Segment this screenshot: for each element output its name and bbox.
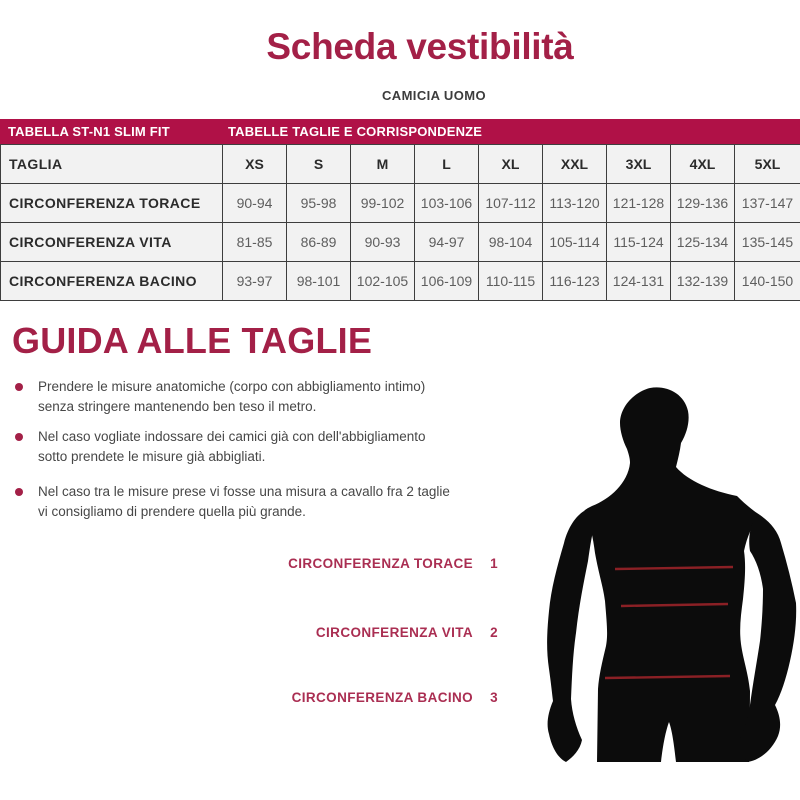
table-cell: 132-139 xyxy=(671,262,735,301)
table-cell: 86-89 xyxy=(287,223,351,262)
table-row-chest xyxy=(1,184,800,223)
table-cell: 95-98 xyxy=(287,184,351,223)
table-cell: 105-114 xyxy=(543,223,607,262)
table-cell: 90-93 xyxy=(351,223,415,262)
table-cell: 81-85 xyxy=(223,223,287,262)
bullet-line: Nel caso tra le misure prese vi fosse una misura a cavallo fra 2 taglie xyxy=(38,484,450,499)
size-column-header: M xyxy=(351,145,415,184)
table-cell: 116-123 xyxy=(543,262,607,301)
silhouette-left-arm xyxy=(547,511,595,762)
measure-number: 3 xyxy=(490,690,498,705)
table-cell: 98-101 xyxy=(287,262,351,301)
size-column-header: 5XL xyxy=(735,145,800,184)
table-cell: 113-120 xyxy=(543,184,607,223)
size-column-header: XL xyxy=(479,145,543,184)
size-column-header: XXL xyxy=(543,145,607,184)
table-cell: 137-147 xyxy=(735,184,800,223)
guide-bullet xyxy=(15,427,426,467)
size-column-header: L xyxy=(415,145,479,184)
table-cell: 135-145 xyxy=(735,223,800,262)
table-cell: 102-105 xyxy=(351,262,415,301)
bullet-dot-icon xyxy=(15,488,23,496)
table-cell: 121-128 xyxy=(607,184,671,223)
guide-bullet xyxy=(15,482,450,522)
table-cell: 94-97 xyxy=(415,223,479,262)
measure-number: 2 xyxy=(490,625,498,640)
measure-number: 1 xyxy=(490,556,498,571)
measure-label-chest xyxy=(0,556,498,572)
table-cell: 110-115 xyxy=(479,262,543,301)
size-table xyxy=(0,144,800,301)
male-torso-silhouette-icon xyxy=(540,383,800,762)
table-cell: 99-102 xyxy=(351,184,415,223)
table-cell: 93-97 xyxy=(223,262,287,301)
table-name-label: TABELLA ST-N1 SLIM FIT xyxy=(8,124,170,139)
table-cell: 129-136 xyxy=(671,184,735,223)
table-row-waist xyxy=(1,223,800,262)
page-subtitle: CAMICIA UOMO xyxy=(382,88,486,103)
bullet-text xyxy=(38,427,426,467)
bullet-line: Prendere le misure anatomiche (corpo con abbigliamento intimo) xyxy=(38,379,426,394)
measure-label-text: CIRCONFERENZA BACINO xyxy=(291,690,474,705)
row-label-chest: CIRCONFERENZA TORACE xyxy=(1,184,223,223)
row-label-hip: CIRCONFERENZA BACINO xyxy=(1,262,223,301)
measure-label-waist xyxy=(0,625,498,641)
bullet-text xyxy=(38,482,450,522)
guide-bullet xyxy=(15,377,425,417)
page-title: Scheda vestibilità xyxy=(266,26,574,67)
table-corner-header: TAGLIA xyxy=(1,145,223,184)
size-column-header: XS xyxy=(223,145,287,184)
table-cell: 140-150 xyxy=(735,262,800,301)
measure-label-hip xyxy=(0,690,498,706)
table-cell: 106-109 xyxy=(415,262,479,301)
table-row xyxy=(1,145,800,184)
row-label-waist: CIRCONFERENZA VITA xyxy=(1,223,223,262)
measure-label-text: CIRCONFERENZA TORACE xyxy=(288,556,474,571)
size-column-header: 3XL xyxy=(607,145,671,184)
guide-heading: GUIDA ALLE TAGLIE xyxy=(12,320,373,361)
bullet-line: sotto prendete le misure già abbigliati. xyxy=(38,449,266,464)
bullet-line: senza stringere mantenendo ben teso il metro. xyxy=(38,399,317,414)
size-column-header: 4XL xyxy=(671,145,735,184)
measure-label-text: CIRCONFERENZA VITA xyxy=(315,625,474,640)
table-cell: 98-104 xyxy=(479,223,543,262)
table-header-bar xyxy=(0,119,800,144)
table-cell: 90-94 xyxy=(223,184,287,223)
table-cell: 124-131 xyxy=(607,262,671,301)
table-cell: 103-106 xyxy=(415,184,479,223)
table-row-hip xyxy=(1,262,800,301)
size-column-header: S xyxy=(287,145,351,184)
bullet-line: Nel caso vogliate indossare dei camici già con dell'abbigliamento xyxy=(38,429,426,444)
bullet-line: vi consigliamo di prendere quella più grande. xyxy=(38,504,306,519)
silhouette-right-arm xyxy=(739,515,796,762)
table-cell: 115-124 xyxy=(607,223,671,262)
table-cell: 107-112 xyxy=(479,184,543,223)
bullet-text xyxy=(38,377,425,417)
silhouette-body xyxy=(584,387,760,762)
table-cell: 125-134 xyxy=(671,223,735,262)
bullet-dot-icon xyxy=(15,383,23,391)
table-description-label: TABELLE TAGLIE E CORRISPONDENZE xyxy=(228,124,483,139)
bullet-dot-icon xyxy=(15,433,23,441)
